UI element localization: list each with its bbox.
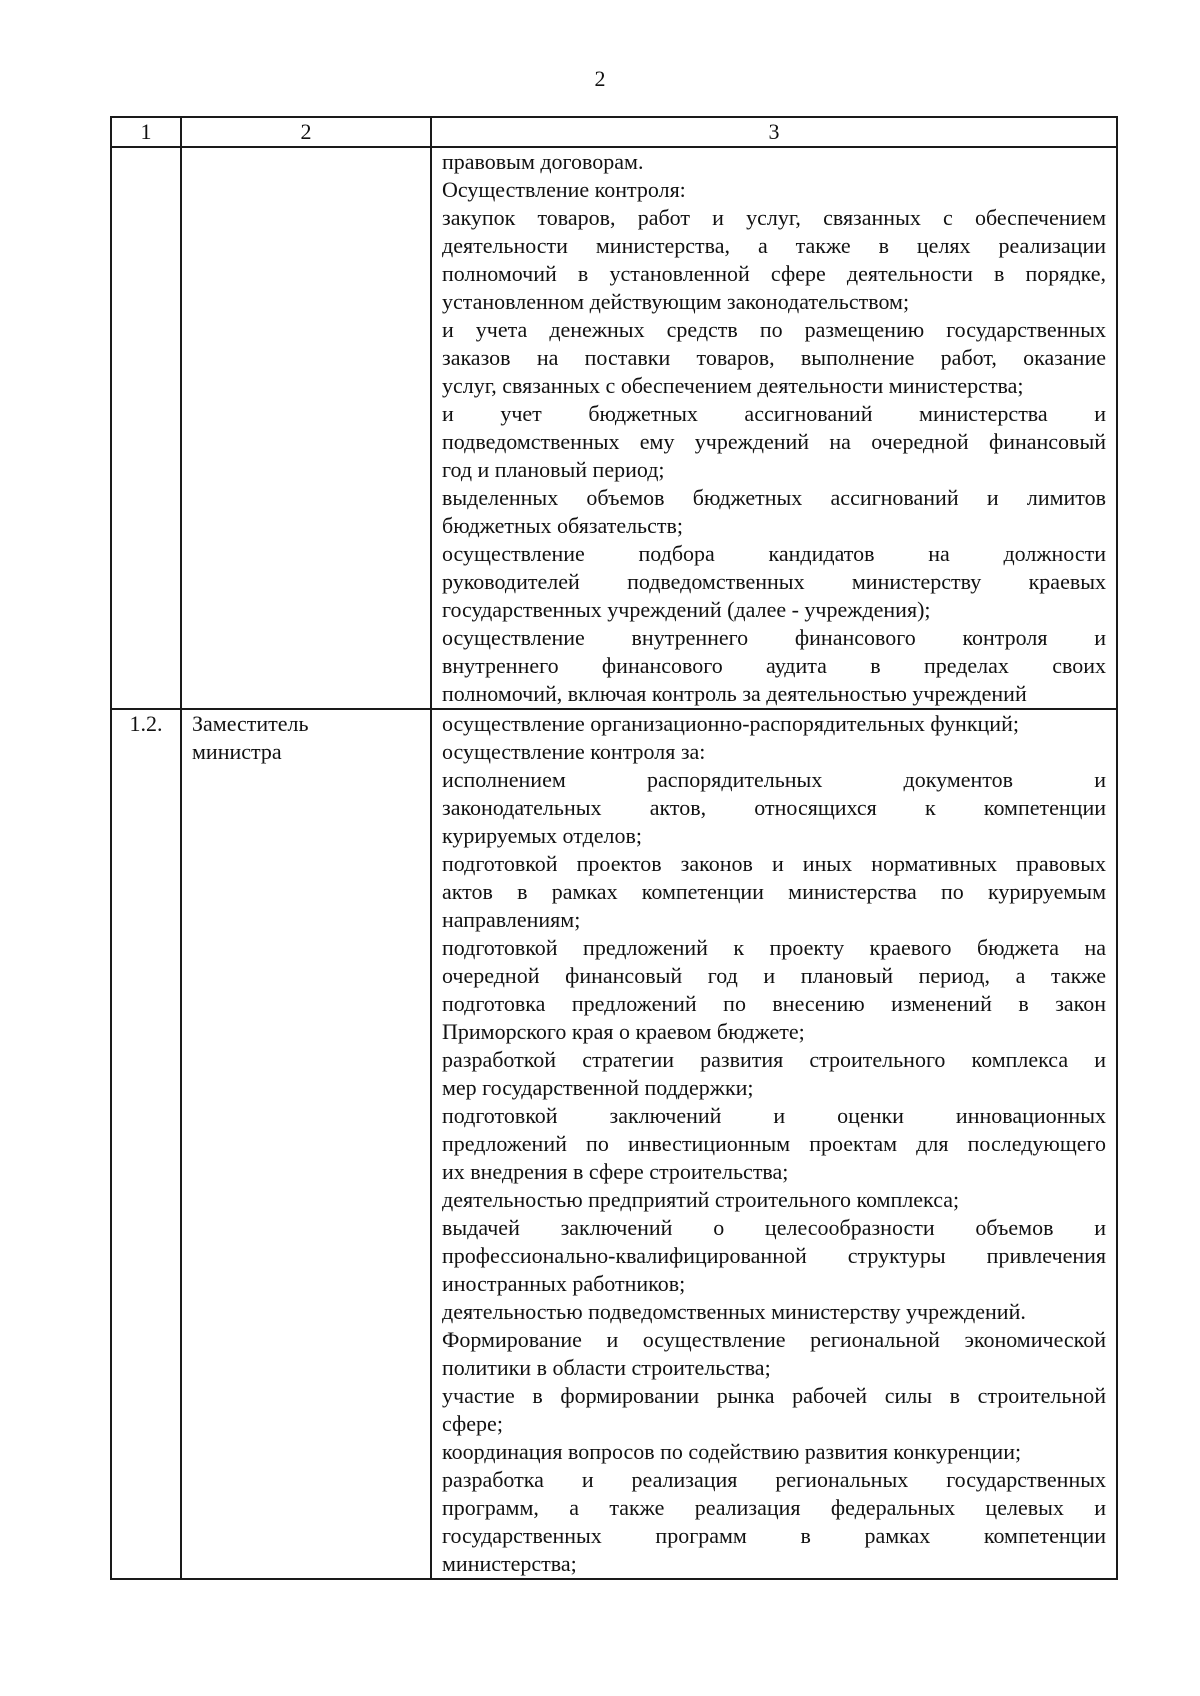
duty-line: подготовкой проектов законов и иных нормативных правовых [442,851,1106,876]
table-header-row [111,117,1117,147]
duty-line: очередной финансовый год и плановый период, а также [442,963,1106,988]
duty-line: подготовка предложений по внесению изменений в закон [442,991,1106,1016]
duty-line: направлениям; [442,907,581,932]
duty-line: актов в рамках компетенции министерства по курируемым [442,879,1106,904]
duty-line: подведомственных ему учреждений на очередной финансовый [442,429,1106,454]
duties-table [110,116,1118,1580]
duty-line: установленном действующим законодательством; [442,289,910,314]
duty-line: разработка и реализация региональных государственных [442,1467,1106,1492]
duties-cell [431,709,1117,1579]
position-cell [181,147,431,709]
duty-line: предложений по инвестиционным проектам для последующего [442,1131,1106,1156]
duty-line: услуг, связанных с обеспечением деятельности министерства; [442,373,1024,398]
duty-line: сфере; [442,1411,503,1436]
duty-line: руководителей подведомственных министерству краевых [442,569,1106,594]
duty-line: осуществление контроля за: [442,739,706,764]
duty-line: деятельностью подведомственных министерству учреждений. [442,1299,1026,1324]
table-row [111,709,1117,1579]
duty-line: мер государственной поддержки; [442,1075,754,1100]
duty-line: бюджетных обязательств; [442,513,683,538]
duty-line: Осуществление контроля: [442,177,686,202]
duty-line: законодательных актов, относящихся к компетенции [442,795,1106,820]
row-number-cell [111,147,181,709]
duty-line: политики в области строительства; [442,1355,771,1380]
duty-line: программ, а также реализация федеральных целевых и [442,1495,1106,1520]
duty-line: курируемых отделов; [442,823,643,848]
table-row [111,147,1117,709]
duty-line: подготовкой предложений к проекту краевого бюджета на [442,935,1106,960]
column-header-2: 2 [181,117,431,147]
duty-line: Приморского края о краевом бюджете; [442,1019,805,1044]
duty-line: министерства; [442,1551,577,1576]
duty-line: полномочий, включая контроль за деятельностью учреждений [442,681,1027,706]
duty-line: заказов на поставки товаров, выполнение работ, оказание [442,345,1106,370]
duty-line: и учет бюджетных ассигнований министерства и [442,401,1106,426]
position-cell [181,709,431,1579]
duty-line: внутреннего финансового аудита в пределах своих [442,653,1106,678]
position-line: министра [192,739,282,764]
duty-line: государственных учреждений (далее - учреждения); [442,597,931,622]
page-number: 2 [594,66,606,91]
duty-line: деятельности министерства, а также в целях реализации [442,233,1106,258]
duties-cell [431,147,1117,709]
duty-line: полномочий в установленной сфере деятельности в порядке, [442,261,1106,286]
duty-line: год и плановый период; [442,457,665,482]
duty-line: их внедрения в сфере строительства; [442,1159,789,1184]
duty-line: закупок товаров, работ и услуг, связанных с обеспечением [442,205,1106,230]
column-header-1: 1 [111,117,181,147]
duty-line: разработкой стратегии развития строительного комплекса и [442,1047,1106,1072]
duty-line: координация вопросов по содействию развития конкуренции; [442,1439,1022,1464]
duty-line: профессионально-квалифицированной структуры привлечения [442,1243,1106,1268]
column-header-3: 3 [431,117,1117,147]
duty-line: государственных программ в рамках компетенции [442,1523,1106,1548]
duty-line: Формирование и осуществление региональной экономической [442,1327,1106,1352]
duty-line: участие в формировании рынка рабочей силы в строительной [442,1383,1106,1408]
duty-line: выдачей заключений о целесообразности объемов и [442,1215,1106,1240]
duty-line: иностранных работников; [442,1271,686,1296]
duty-line: исполнением распорядительных документов и [442,767,1106,792]
duty-line: выделенных объемов бюджетных ассигнований и лимитов [442,485,1106,510]
duty-line: осуществление подбора кандидатов на должности [442,541,1106,566]
duty-line: и учета денежных средств по размещению государственных [442,317,1106,342]
duty-line: подготовкой заключений и оценки инновационных [442,1103,1106,1128]
duty-line: деятельностью предприятий строительного комплекса; [442,1187,960,1212]
duty-line: осуществление организационно-распорядительных функций; [442,711,1019,736]
duty-line: осуществление внутреннего финансового контроля и [442,625,1106,650]
row-number-cell: 1.2. [111,709,181,1579]
position-line: Заместитель [192,711,309,736]
duty-line: правовым договорам. [442,149,644,174]
